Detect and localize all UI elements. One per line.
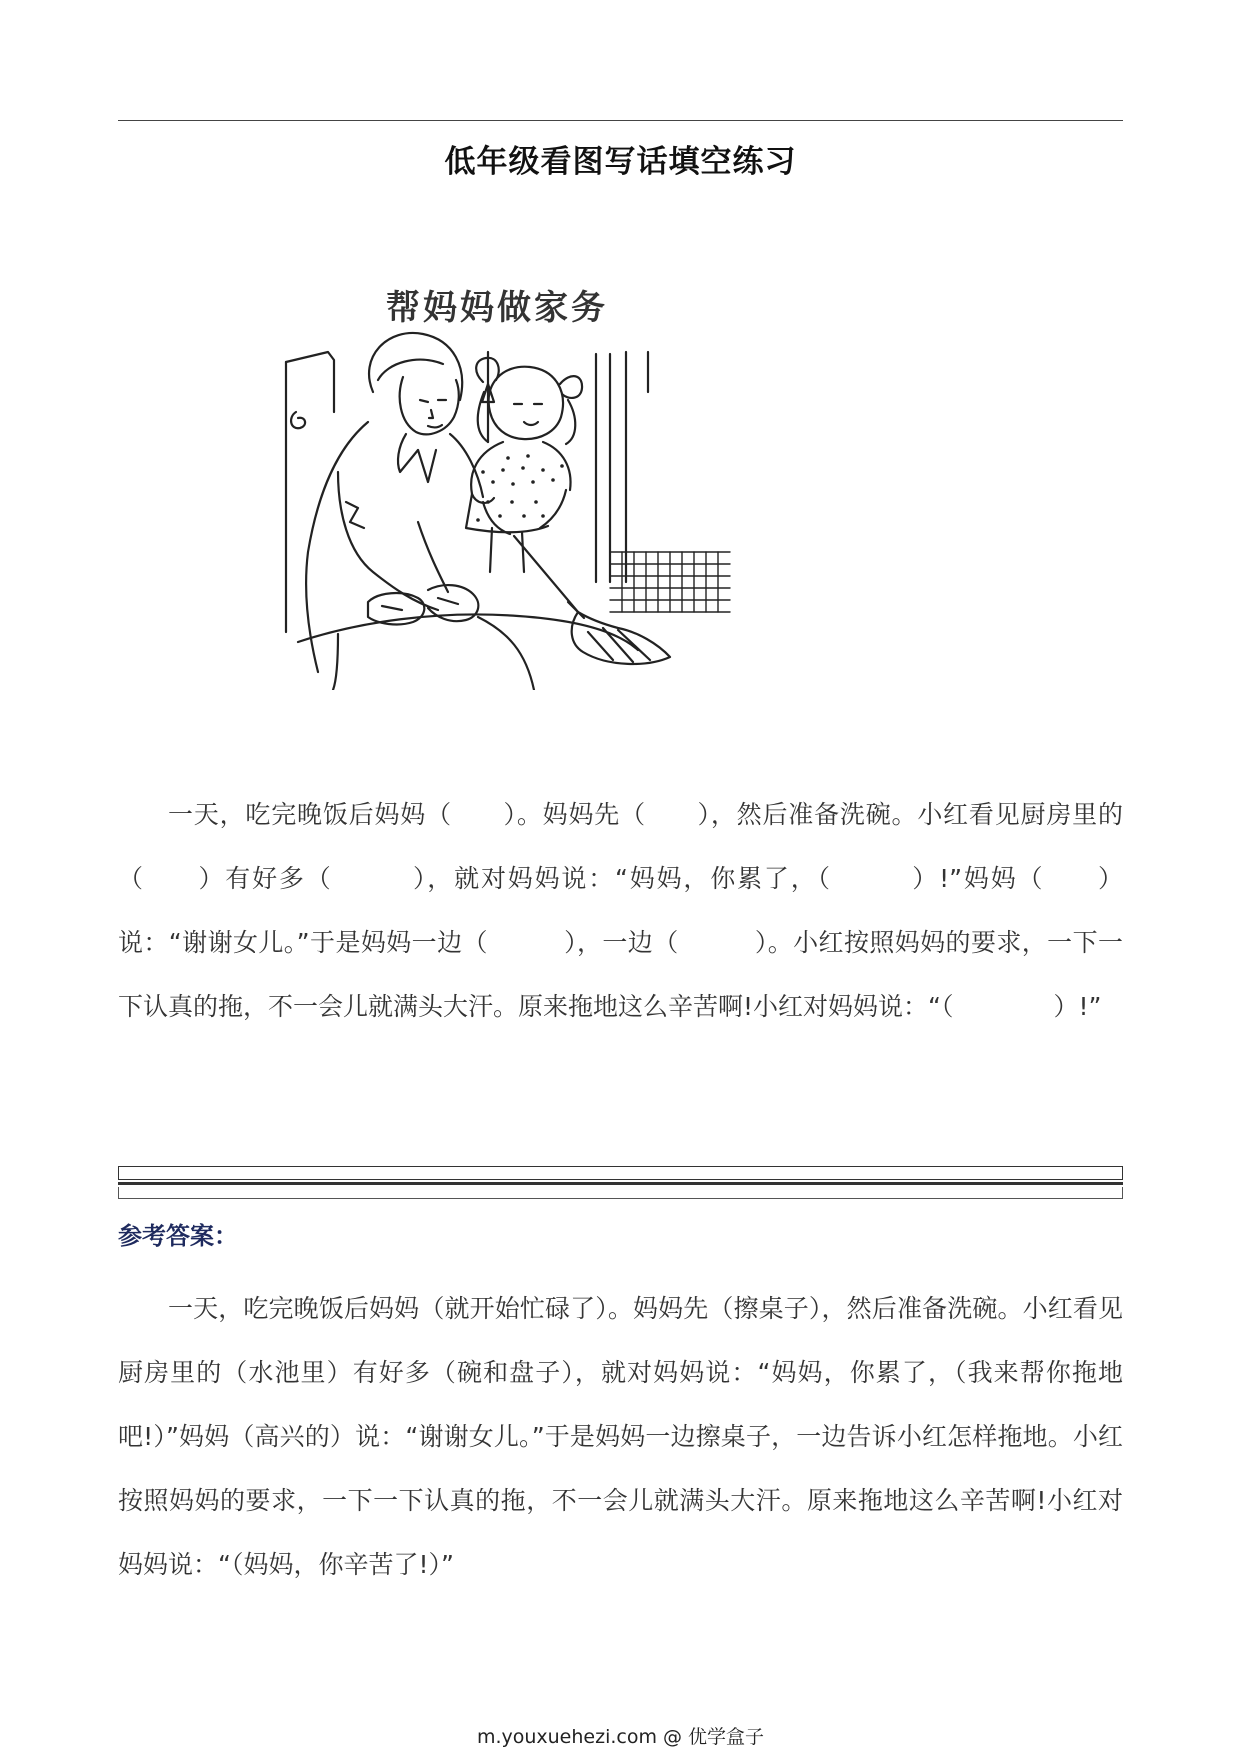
footer-source: m.youxuehezi.com @ 优学盒子 [476, 1726, 765, 1748]
answer-text: 一天，吃完晚饭后妈妈（就开始忙碌了）。妈妈先（擦桌子），然后准备洗碗。小红看见厨房里的（水池里）有好多（碗和盘子），就对妈妈说：“妈妈，你累了，（我来帮你拖地吧!）”妈妈（高兴的）说：“谢谢女儿。”于是妈妈一边擦桌子，一边告诉小红怎样拖地。小红按照妈妈的要求，一下一下认真的拖，不一会儿就满头大汗。原来拖地这么辛苦啊!小红对妈妈说：“（妈妈，你辛苦了!）” [118, 1294, 1123, 1579]
answer-paragraph [118, 1277, 1123, 1597]
illustration-caption: 帮妈妈做家务 [386, 288, 608, 328]
top-divider [118, 120, 1123, 121]
exercise-text: 一天，吃完晚饭后妈妈（ ）。妈妈先（ ），然后准备洗碗。小红看见厨房里的（ ）有好多（ ），就对妈妈说：“妈妈，你累了，（ ）!”妈妈（ ）说：“谢谢女儿。”于是妈妈一边（ ），一边（ ）。小红按照妈妈的要求，一下一下认真的拖，不一会儿就满头大汗。原来拖地这么辛苦啊!小红对妈妈说：“（ ）!” [118, 800, 1123, 1021]
section-divider [118, 1166, 1123, 1199]
exercise-paragraph [118, 783, 1123, 1039]
page-title: 低年级看图写话填空练习 [444, 144, 797, 180]
housework-illustration [278, 272, 736, 690]
illustration-drawing-icon [278, 272, 736, 690]
answer-heading: 参考答案： [118, 1222, 238, 1250]
